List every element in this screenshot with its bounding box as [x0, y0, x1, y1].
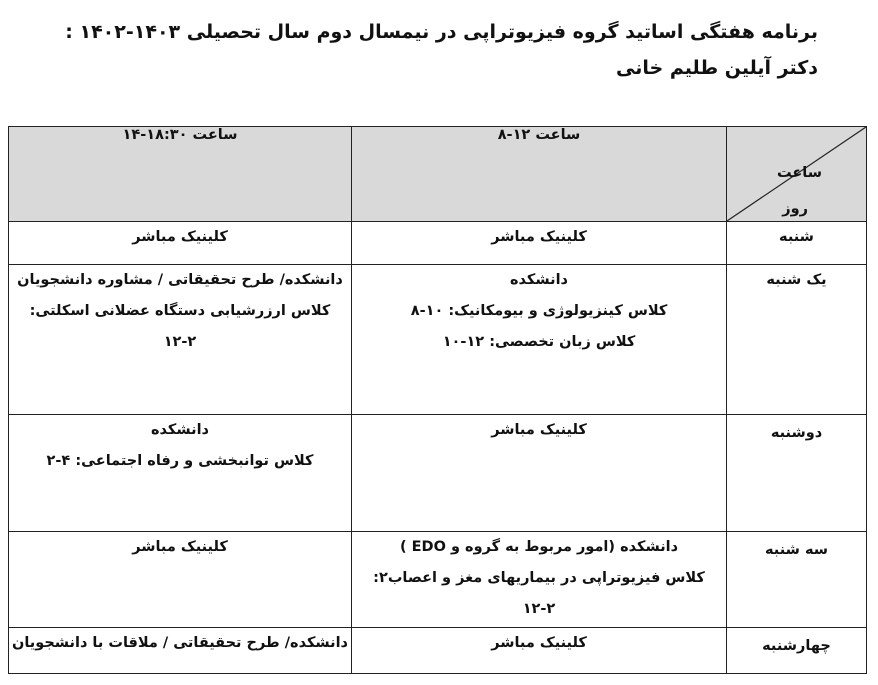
cell-line: دانشکده/ طرح تحقیقاتی / ملاقات با دانشجویان [11, 635, 349, 651]
day-cell: شنبه [727, 222, 867, 265]
table-row [9, 532, 867, 628]
cell-line: ۱۲-۲ [522, 601, 556, 617]
cell-line: کلاس توانبخشی و رفاه اجتماعی: ۴-۲ [46, 453, 314, 469]
day-cell: سه شنبه [727, 532, 867, 628]
page-title: برنامه هفتگی اساتید گروه فیزیوتراپی در نیمسال دوم سال تحصیلی ۱۴۰۳-۱۴۰۲ : دکتر آیلین طلیم خانی [65, 21, 818, 79]
cell-line: دانشکده [510, 272, 568, 288]
table-row [9, 415, 867, 532]
cell-line: دانشکده (امور مربوط به گروه و EDO ) [399, 539, 679, 555]
morning-cell [352, 532, 727, 628]
day-cell: چهارشنبه [727, 628, 867, 674]
cell-line: کلینیک مباشر [132, 229, 228, 245]
afternoon-cell [9, 628, 352, 674]
afternoon-cell [9, 222, 352, 265]
header-row [9, 127, 867, 222]
cell-line: کلاس کینزیولوژی و بیومکانیک: ۱۰-۸ [410, 303, 668, 319]
cell-line: کلینیک مباشر [491, 229, 587, 245]
morning-cell [352, 265, 727, 415]
afternoon-cell [9, 265, 352, 415]
day-cell: دوشنبه [727, 415, 867, 532]
corner-cell [727, 127, 867, 222]
corner-day-label: روز [782, 201, 808, 217]
cell-line: کلینیک مباشر [491, 422, 587, 438]
cell-line: کلینیک مباشر [491, 635, 587, 651]
cell-line: کلاس فیزیوتراپی در بیماریهای مغز و اعصاب۲: [373, 570, 705, 586]
table-row [9, 222, 867, 265]
table-row [9, 628, 867, 674]
morning-cell [352, 415, 727, 532]
morning-cell [352, 628, 727, 674]
cell-line: دانشکده [151, 422, 209, 438]
afternoon-cell [9, 532, 352, 628]
cell-line: کلینیک مباشر [132, 539, 228, 555]
corner-time-label: ساعت [777, 165, 822, 181]
cell-line: ۱۲-۲ [163, 334, 197, 350]
cell-line: دانشکده/ طرح تحقیقاتی / مشاوره دانشجویان [17, 272, 343, 288]
afternoon-cell [9, 415, 352, 532]
schedule-table [8, 126, 867, 674]
day-cell: یک شنبه [727, 265, 867, 415]
morning-cell [352, 222, 727, 265]
table-row [9, 265, 867, 415]
cell-line: کلاس ارزرشیابی دستگاه عضلانی اسکلتی: [29, 303, 331, 319]
cell-line: کلاس زبان تخصصی: ۱۲-۱۰ [442, 334, 636, 350]
header-col-morning: ساعت ۱۲-۸ [352, 127, 727, 222]
header-col-afternoon: ساعت ۱۸:۳۰-۱۴ [9, 127, 352, 222]
